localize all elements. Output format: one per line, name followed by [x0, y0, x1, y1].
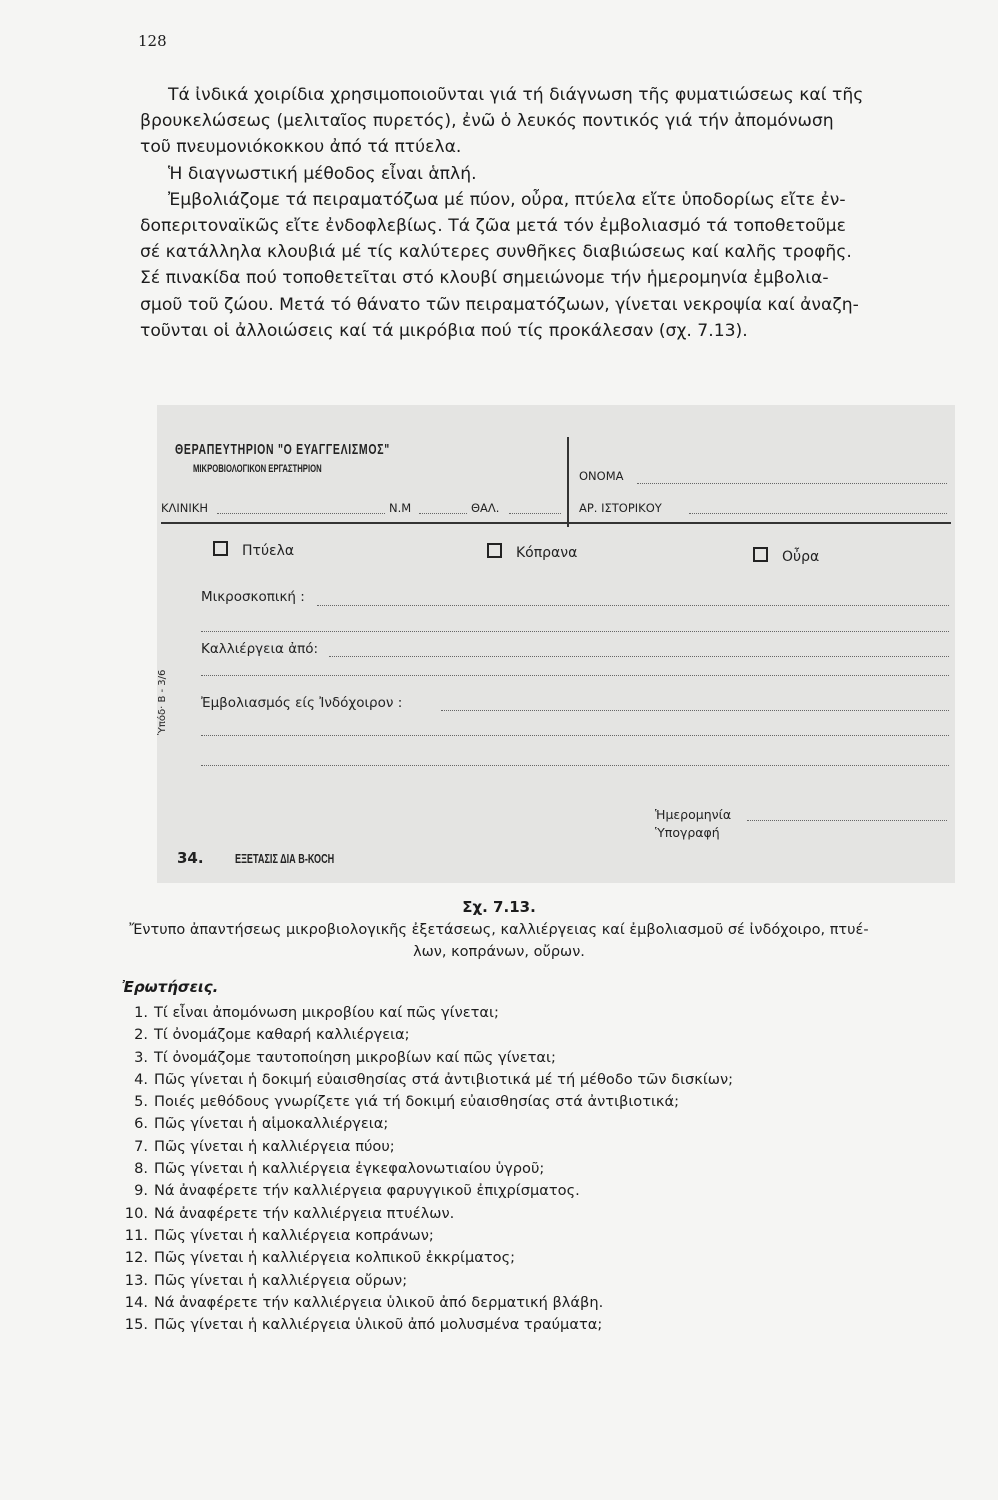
question-item	[120, 1225, 733, 1247]
record-label: ΑΡ. ΙΣΤΟΡΙΚΟΥ	[579, 501, 662, 515]
question-number: 4.	[134, 1070, 148, 1088]
nm-label: Ν.Μ	[389, 501, 412, 515]
text-line: Ἡ διαγνωστική μέθοδος εἶναι ἁπλή.	[168, 163, 477, 184]
checkbox-stool[interactable]	[487, 543, 577, 561]
inoculation-label: Ἐμβολιασμός είς Ἰνδόχοιρον :	[201, 695, 403, 711]
question-number: 13.	[124, 1271, 148, 1289]
inoculation-line-2	[201, 735, 949, 736]
form-title: ΕΞΕΤΑΣΙΣ ΔΙΑ Β-ΚΟCH	[235, 851, 335, 866]
text-line: τοῦ πνευμονιόκοκκου ἀπό τά πτύελα.	[140, 137, 462, 158]
form-number: 34.	[177, 849, 204, 867]
question-item	[120, 1180, 733, 1202]
text-line: τοῦνται οἱ ἀλλοιώσεις καί τά μικρόβια πού τίς προκάλεσαν (σχ. 7.13).	[140, 320, 748, 341]
culture-line	[329, 656, 949, 657]
question-item	[120, 1024, 733, 1046]
text-line: Τά ἰνδικά χοιρίδια χρησιμοποιοῦνται γιά τή διάγνωση τῆς φυματιώσεως καί τῆς	[168, 85, 864, 105]
name-label: ΟΝΟΜΑ	[579, 469, 624, 483]
checkbox-icon	[753, 547, 768, 562]
question-number: 8.	[134, 1160, 148, 1178]
question-number: 5.	[134, 1093, 148, 1111]
form-figure	[157, 405, 955, 883]
thal-label: ΘΑΛ.	[471, 501, 500, 515]
text-line: σέ κατάλληλα κλουβιά μέ τίς καλύτερες συνθῆκες διαβιώσεως καί καλῆς τροφῆς.	[140, 242, 852, 263]
checkbox-icon	[487, 543, 502, 558]
text-line: Σέ πινακίδα πού τοποθετεῖται στό κλουβί σημειώνομε τήν ἡμερομηνία ἐμβολια-	[140, 268, 829, 289]
question-text: Νά ἀναφέρετε τήν καλλιέργεια φαρυγγικοῦ ἐπιχρίσματος.	[154, 1182, 580, 1200]
thal-line	[509, 513, 561, 514]
text-line: δοπεριτοναϊκῶς εἴτε ἐνδοφλεβίως. Τά ζῶα μετά τόν ἐμβολιασμό τά τοποθετοῦμε	[140, 216, 846, 237]
question-number: 9.	[134, 1182, 148, 1200]
question-number: 6.	[134, 1115, 148, 1133]
question-text: Τί εἶναι ἀπομόνωση μικροβίου καί πῶς γίνεται;	[154, 1004, 499, 1021]
culture-line-2	[201, 675, 949, 676]
body-paragraph	[140, 82, 980, 344]
question-item	[120, 1292, 733, 1314]
question-number: 15.	[124, 1316, 148, 1334]
checkbox-icon	[213, 541, 228, 556]
question-text: Ποιές μεθόδους γνωρίζετε γιά τή δοκιμή εὐαισθησίας στά ἀντιβιοτικά;	[154, 1093, 680, 1111]
date-line	[747, 820, 947, 821]
questions-list	[120, 1002, 733, 1336]
question-text: Τί ὀνομάζομε καθαρή καλλιέργεια;	[154, 1026, 410, 1044]
question-item	[120, 1247, 733, 1269]
question-number: 10.	[124, 1204, 148, 1222]
question-number: 7.	[134, 1137, 148, 1155]
text-line: βρουκελώσεως (μελιταῖος πυρετός), ἐνῶ ὁ λευκός ποντικός γιά τήν ἀπομόνωση	[140, 111, 834, 132]
question-text: Πῶς γίνεται ἡ καλλιέργεια οὔρων;	[154, 1271, 408, 1289]
questions-heading: Ἐρωτήσεις.	[122, 978, 219, 996]
question-text: Πῶς γίνεται ἡ καλλιέργεια πύου;	[154, 1137, 395, 1155]
question-item	[120, 1002, 733, 1024]
question-number: 2.	[134, 1026, 148, 1044]
page-number: 128	[138, 32, 167, 50]
record-line	[689, 513, 947, 514]
date-label: Ἡμερομηνία	[655, 807, 732, 822]
culture-label: Καλλιέργεια ἀπό:	[201, 641, 319, 657]
institution-name: ΘΕΡΑΠΕΥΤΗΡΙΟΝ "Ο ΕΥΑΓΓΕΛΙΣΜΟΣ"	[175, 441, 390, 458]
question-item	[120, 1203, 733, 1225]
question-text: Πῶς γίνεται ἡ καλλιέργεια κοπράνων;	[154, 1226, 434, 1244]
question-text: Νά ἀναφέρετε τήν καλλιέργεια πτυέλων.	[154, 1204, 455, 1222]
question-text: Πῶς γίνεται ἡ δοκιμή εὐαισθησίας στά ἀντιβιοτικά μέ τή μέθοδο τῶν δισκίων;	[154, 1070, 734, 1088]
name-line	[637, 483, 947, 484]
caption-line: Ἔντυπο ἀπαντήσεως μικροβιολογικῆς ἐξετάσεως, καλλιέργειας καί ἐμβολιασμοῦ σέ ἰνδόχοιρο, πτυέ-	[129, 922, 869, 938]
question-item	[120, 1091, 733, 1113]
checkbox-label: Κόπρανα	[516, 545, 578, 561]
side-code: Ὑπόδ· Β - 3/6	[157, 669, 168, 735]
microscopy-line	[317, 605, 949, 606]
checkbox-sputum[interactable]	[213, 541, 294, 559]
inoculation-line	[441, 710, 949, 711]
question-number: 12.	[124, 1249, 148, 1267]
checkbox-label: Οὖρα	[782, 549, 820, 565]
checkbox-urine[interactable]	[753, 547, 819, 565]
question-text: Πῶς γίνεται ἡ αἱμοκαλλιέργεια;	[154, 1115, 389, 1133]
question-item	[120, 1314, 733, 1336]
text-line: σμοῦ τοῦ ζώου. Μετά τό θάνατο τῶν πειραματόζωων, γίνεται νεκροψία καί ἀναζη-	[140, 294, 859, 315]
question-item	[120, 1136, 733, 1158]
question-text: Πῶς γίνεται ἡ καλλιέργεια ἐγκεφαλονωτιαίου ὑγροῦ;	[154, 1160, 545, 1178]
clinic-line	[217, 513, 385, 514]
nm-line	[419, 513, 467, 514]
header-rule	[161, 522, 951, 524]
question-text: Πῶς γίνεται ἡ καλλιέργεια κολπικοῦ ἐκκρίματος;	[154, 1249, 516, 1267]
question-item	[120, 1047, 733, 1069]
microscopy-line-2	[201, 631, 949, 632]
question-item	[120, 1113, 733, 1135]
lab-name: ΜΙΚΡΟΒΙΟΛΟΓΙΚΟΝ ΕΡΓΑΣΤΗΡΙΟΝ	[193, 463, 322, 475]
caption-line: λων, κοπράνων, οὔρων.	[413, 944, 585, 960]
header-divider	[567, 437, 569, 527]
question-item	[120, 1270, 733, 1292]
question-number: 1.	[134, 1004, 148, 1021]
signature-label: Ὑπογραφή	[655, 825, 720, 840]
question-number: 14.	[124, 1293, 148, 1311]
question-item	[120, 1069, 733, 1091]
question-text: Τί ὀνομάζομε ταυτοποίηση μικροβίων καί πῶς γίνεται;	[154, 1048, 556, 1066]
question-text: Πῶς γίνεται ἡ καλλιέργεια ὑλικοῦ ἀπό μολυσμένα τραύματα;	[154, 1316, 603, 1334]
microscopy-label: Μικροσκοπική :	[201, 589, 305, 605]
figure-label: Σχ. 7.13.	[462, 898, 536, 916]
text-line: Ἐμβολιάζομε τά πειραματόζωα μέ πύον, οὖρα, πτύελα εἴτε ὑποδορίως εἴτε ἐν-	[168, 189, 846, 210]
clinic-label: ΚΛΙΝΙΚΗ	[161, 501, 208, 515]
inoculation-line-3	[201, 765, 949, 766]
question-number: 11.	[124, 1226, 148, 1244]
question-item	[120, 1158, 733, 1180]
checkbox-label: Πτύελα	[242, 543, 295, 559]
question-text: Νά ἀναφέρετε τήν καλλιέργεια ὑλικοῦ ἀπό δερματική βλάβη.	[154, 1293, 604, 1311]
question-number: 3.	[134, 1048, 148, 1066]
